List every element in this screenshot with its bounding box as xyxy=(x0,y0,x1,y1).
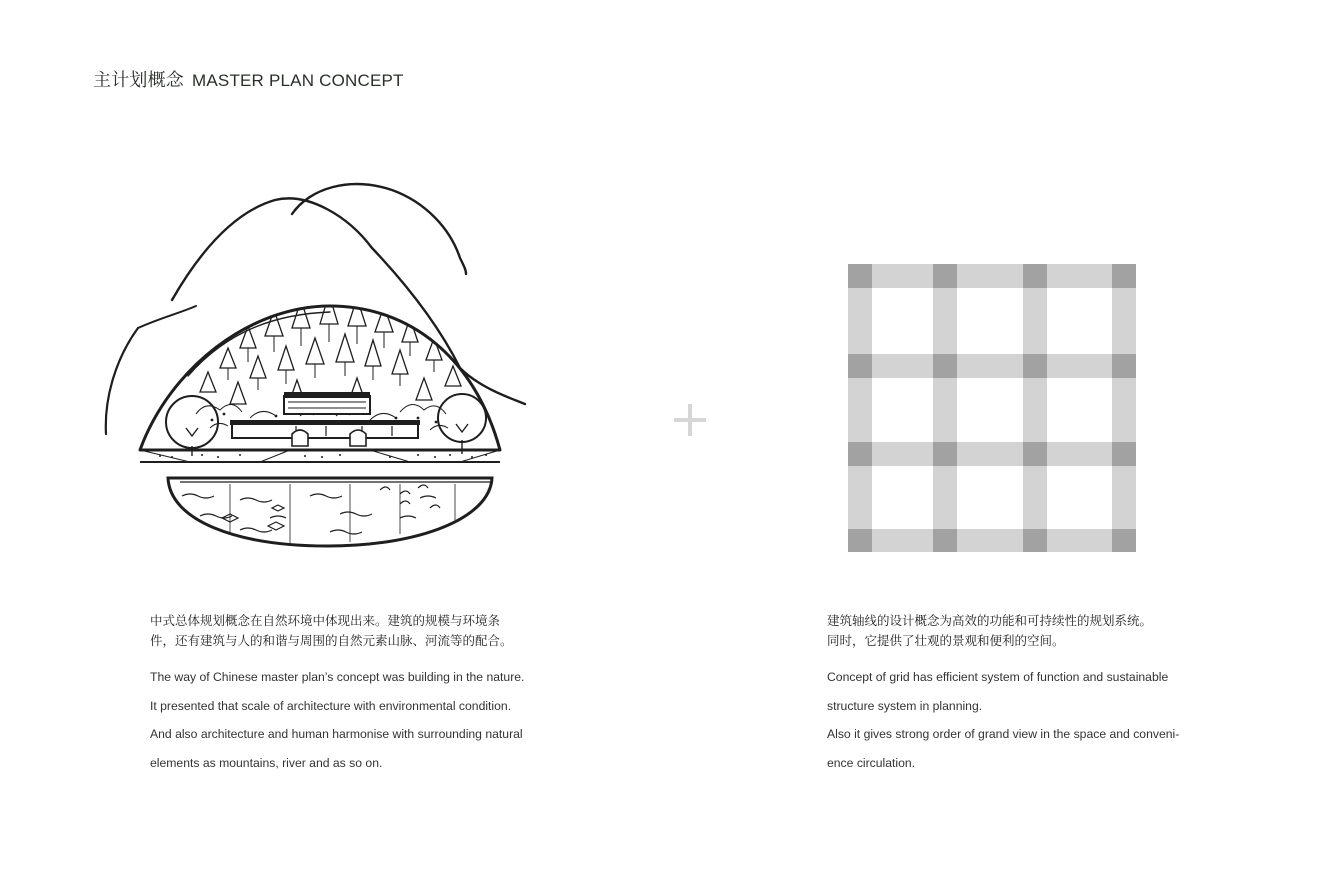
left-description xyxy=(150,611,570,777)
right-zh-line: 同时，它提供了壮观的景观和便利的空间。 xyxy=(827,633,1065,648)
left-en-line: elements as mountains, river and as so on. xyxy=(150,755,383,770)
right-zh-line: 建筑轴线的设计概念为高效的功能和可持续性的规划系统。 xyxy=(827,613,1153,628)
left-en-line: And also architecture and human harmonise with surrounding natural xyxy=(150,727,523,741)
left-description-en xyxy=(150,663,570,777)
page-title xyxy=(93,66,404,92)
left-description-zh xyxy=(150,611,570,651)
right-description-zh xyxy=(827,611,1247,651)
right-en-line: Concept of grid has efficient system of function and sustainable xyxy=(827,670,1169,684)
right-en-line: Also it gives strong order of grand view in the space and conveni- xyxy=(827,727,1180,741)
page-title-zh: 主计划概念 xyxy=(93,70,184,91)
left-en-line: It presented that scale of architecture with environmental condition. xyxy=(150,698,512,713)
left-zh-line: 件，还有建筑与人的和谐与周围的自然元素山脉、河流等的配合。 xyxy=(150,633,513,648)
left-zh-line: 中式总体规划概念在自然环境中体现出来。建筑的规模与环境条 xyxy=(150,613,501,628)
landscape-sketch-icon xyxy=(100,178,540,558)
right-description xyxy=(827,611,1247,777)
right-description-en xyxy=(827,663,1247,777)
page-title-en: MASTER PLAN CONCEPT xyxy=(192,71,404,90)
right-en-line: ence circulation. xyxy=(827,755,916,770)
plus-icon xyxy=(670,400,710,440)
right-en-line: structure system in planning. xyxy=(827,698,983,713)
grid-diagram-icon xyxy=(848,264,1136,552)
left-en-line: The way of Chinese master plan’s concept was building in the nature. xyxy=(150,670,525,684)
